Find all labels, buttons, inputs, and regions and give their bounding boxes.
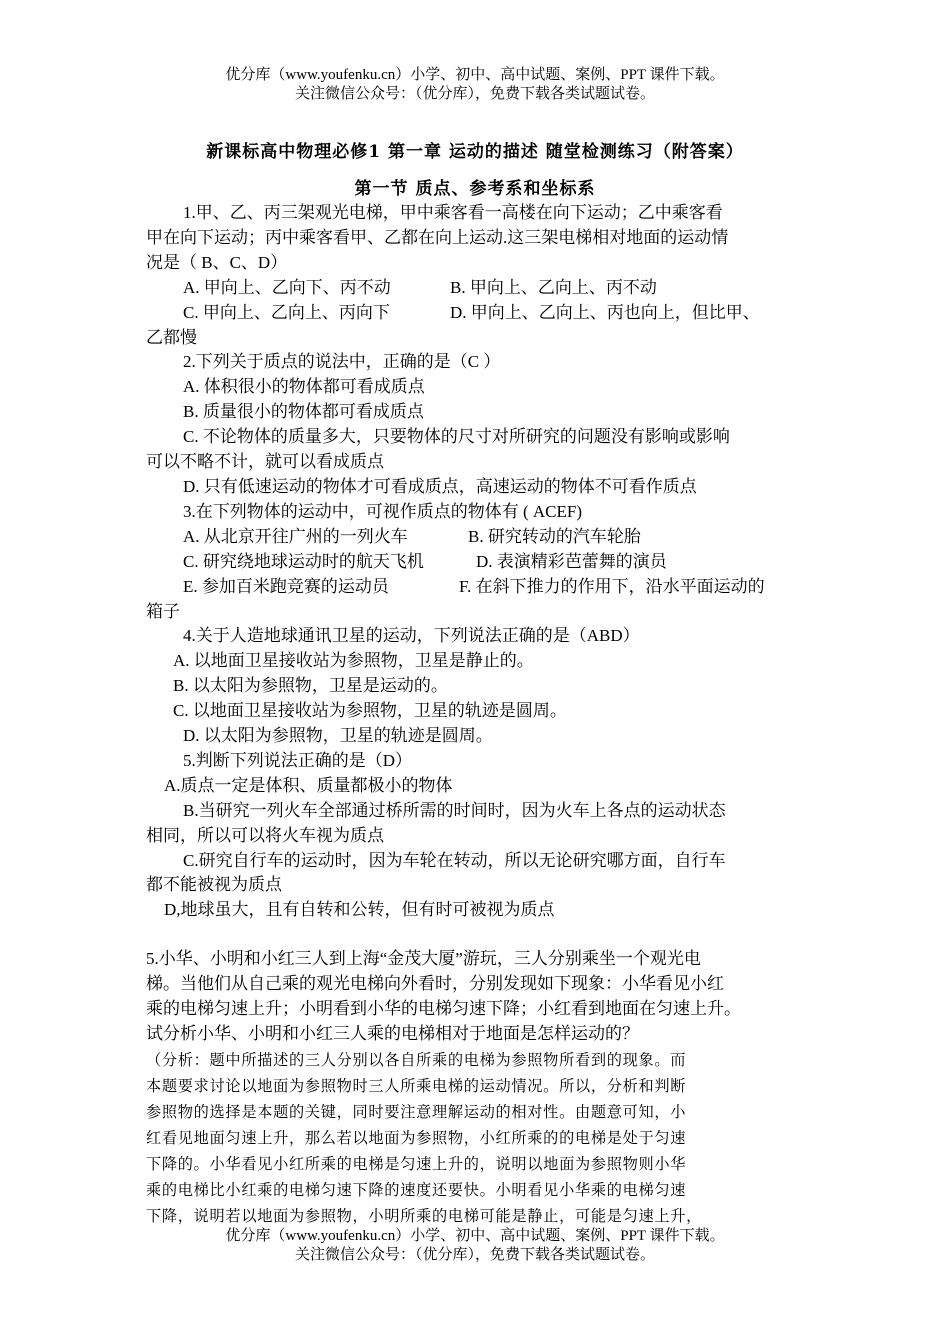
q3-option-a: A. 从北京开往广州的一列火车 [183, 526, 408, 546]
q2-option-b: B. 质量很小的物体都可看成质点 [183, 402, 424, 422]
q6-analysis-line-7: 下降，说明若以地面为参照物，小明所乘的电梯可能是静止，可能是匀速上升， [146, 1206, 703, 1225]
section-title: 第一节 质点、参考系和坐标系 [354, 179, 596, 199]
footer-line-1: 优分库（www.youfenku.cn）小学、初中、高中试题、案例、PPT 课件下载。 [225, 1228, 725, 1244]
footer-line-2: 关注微信公众号：（优分库），免费下载各类试题试卷。 [294, 1247, 655, 1263]
q2-option-c: C. 不论物体的质量多大，只要物体的尺寸对所研究的问题没有影响或影响 [183, 427, 730, 447]
page-header [0, 66, 950, 104]
q1-option-a: A. 甲向上、乙向下、丙不动 [183, 277, 391, 297]
q6-line-4: 试分析小华、小明和小红三人乘的电梯相对于地面是怎样运动的？ [146, 1024, 639, 1043]
q5-option-b: B.当研究一列火车全部通过桥所需的时间时，因为火车上各点的运动状态 [183, 800, 726, 820]
q3-options-row-3 [146, 575, 818, 600]
q5-option-b-cont: 相同，所以可以将火车视为质点 [146, 825, 384, 845]
q4-option-a: A. 以地面卫星接收站为参照物，卫星是静止的。 [173, 651, 534, 671]
q3-options-row-1 [146, 525, 818, 550]
q3-option-f: F. 在斜下推力的作用下，沿水平面运动的 [459, 576, 765, 596]
q6-line-3: 乘的电梯匀速上升；小明看到小华的电梯匀速下降；小红看到地面在匀速上升。 [146, 999, 741, 1019]
q1-option-d-cont: 乙都慢 [146, 327, 197, 347]
q2-option-c-cont: 可以不略不计，就可以看成质点 [146, 452, 384, 472]
document-title: 新课标高中物理必修1 第一章 运动的描述 随堂检测练习（附答案） [206, 142, 744, 162]
q1-stem-line-2: 甲在向下运动；丙中乘客看甲、乙都在向上运动.这三架电梯相对地面的运动情 [146, 227, 729, 247]
document-body [146, 201, 818, 1229]
q1-option-b: B. 甲向上、乙向上、丙不动 [450, 277, 657, 297]
q1-options-row-1 [146, 276, 818, 301]
q1-options-row-2 [146, 301, 818, 326]
q3-options-row-2 [146, 550, 818, 575]
q2-option-d: D. 只有低速运动的物体才可看成质点，高速运动的物体不可看作质点 [183, 476, 697, 496]
q3-option-d: D. 表演精彩芭蕾舞的演员 [476, 551, 667, 571]
q3-option-b: B. 研究转动的汽车轮胎 [468, 526, 641, 546]
q1-option-c: C. 甲向上、乙向上、丙向下 [183, 302, 390, 322]
q6-analysis-line-1: （分析：题中所描述的三人分别以各自所乘的电梯为参照物所看到的现象。而 [146, 1050, 687, 1069]
q3-stem: 3.在下列物体的运动中，可视作质点的物体有 ( ACEF) [183, 501, 583, 521]
q2-option-a: A. 体积很小的物体都可看成质点 [183, 377, 425, 397]
q4-option-d: D. 以太阳为参照物，卫星的轨迹是圆周。 [183, 726, 493, 746]
q5-option-c: C.研究自行车的运动时，因为车轮在转动，所以无论研究哪方面，自行车 [183, 850, 726, 870]
q6-analysis-line-4: 红看见地面匀速上升，那么若以地面为参照物，小红所乘的的电梯是处于匀速 [146, 1128, 687, 1147]
q5-stem: 5.判断下列说法正确的是（D） [183, 750, 413, 770]
q4-stem: 4.关于人造地球通讯卫星的运动，下列说法正确的是（ABD） [183, 626, 640, 646]
q4-option-b: B. 以太阳为参照物，卫星是运动的。 [173, 676, 448, 696]
q3-option-e: E. 参加百米跑竞赛的运动员 [183, 576, 389, 596]
q6-analysis-line-6: 乘的电梯比小红乘的电梯匀速下降的速度还要快。小明看见小华乘的电梯匀速 [146, 1180, 687, 1199]
q3-option-c: C. 研究绕地球运动时的航天飞机 [183, 551, 424, 571]
q6-analysis-line-2: 本题要求讨论以地面为参照物时三人所乘电梯的运动情况。所以，分析和判断 [146, 1076, 687, 1095]
q2-stem: 2.下列关于质点的说法中，正确的是（C ） [183, 352, 501, 372]
q6-line-2: 梯。当他们从自己乘的观光电梯向外看时，分别发现如下现象：小华看见小红 [146, 974, 724, 994]
q6-line-1: 5.小华、小明和小红三人到上海“金茂大厦”游玩，三人分别乘坐一个观光电 [146, 949, 701, 969]
q1-stem-line-1: 1.甲、乙、丙三架观光电梯，甲中乘客看一高楼在向下运动；乙中乘客看 [183, 203, 723, 222]
q6-analysis-line-5: 下降的。小华看见小红所乘的电梯是匀速上升的，说明以地面为参照物则小华 [146, 1154, 687, 1173]
q3-option-f-cont: 箱子 [146, 601, 180, 621]
q6-analysis-line-3: 参照物的选择是本题的关键，同时要注意理解运动的相对性。由题意可知，小 [146, 1102, 687, 1121]
q4-option-c: C. 以地面卫星接收站为参照物，卫星的轨迹是圆周。 [173, 701, 567, 721]
q5-option-c-cont: 都不能被视为质点 [146, 875, 282, 895]
q5-option-d: D,地球虽大，且有自转和公转，但有时可被视为质点 [164, 900, 555, 920]
header-line-2: 关注微信公众号：（优分库），免费下载各类试题试卷。 [294, 86, 655, 102]
q1-stem-line-3: 况是（ B、C、D） [146, 252, 288, 272]
q5-option-a: A.质点一定是体积、质量都极小的物体 [164, 775, 453, 795]
q1-option-d: D. 甲向上、乙向上、丙也向上，但比甲、 [450, 302, 760, 322]
page-footer [0, 1227, 950, 1265]
header-line-1: 优分库（www.youfenku.cn）小学、初中、高中试题、案例、PPT 课件下载。 [225, 67, 725, 83]
